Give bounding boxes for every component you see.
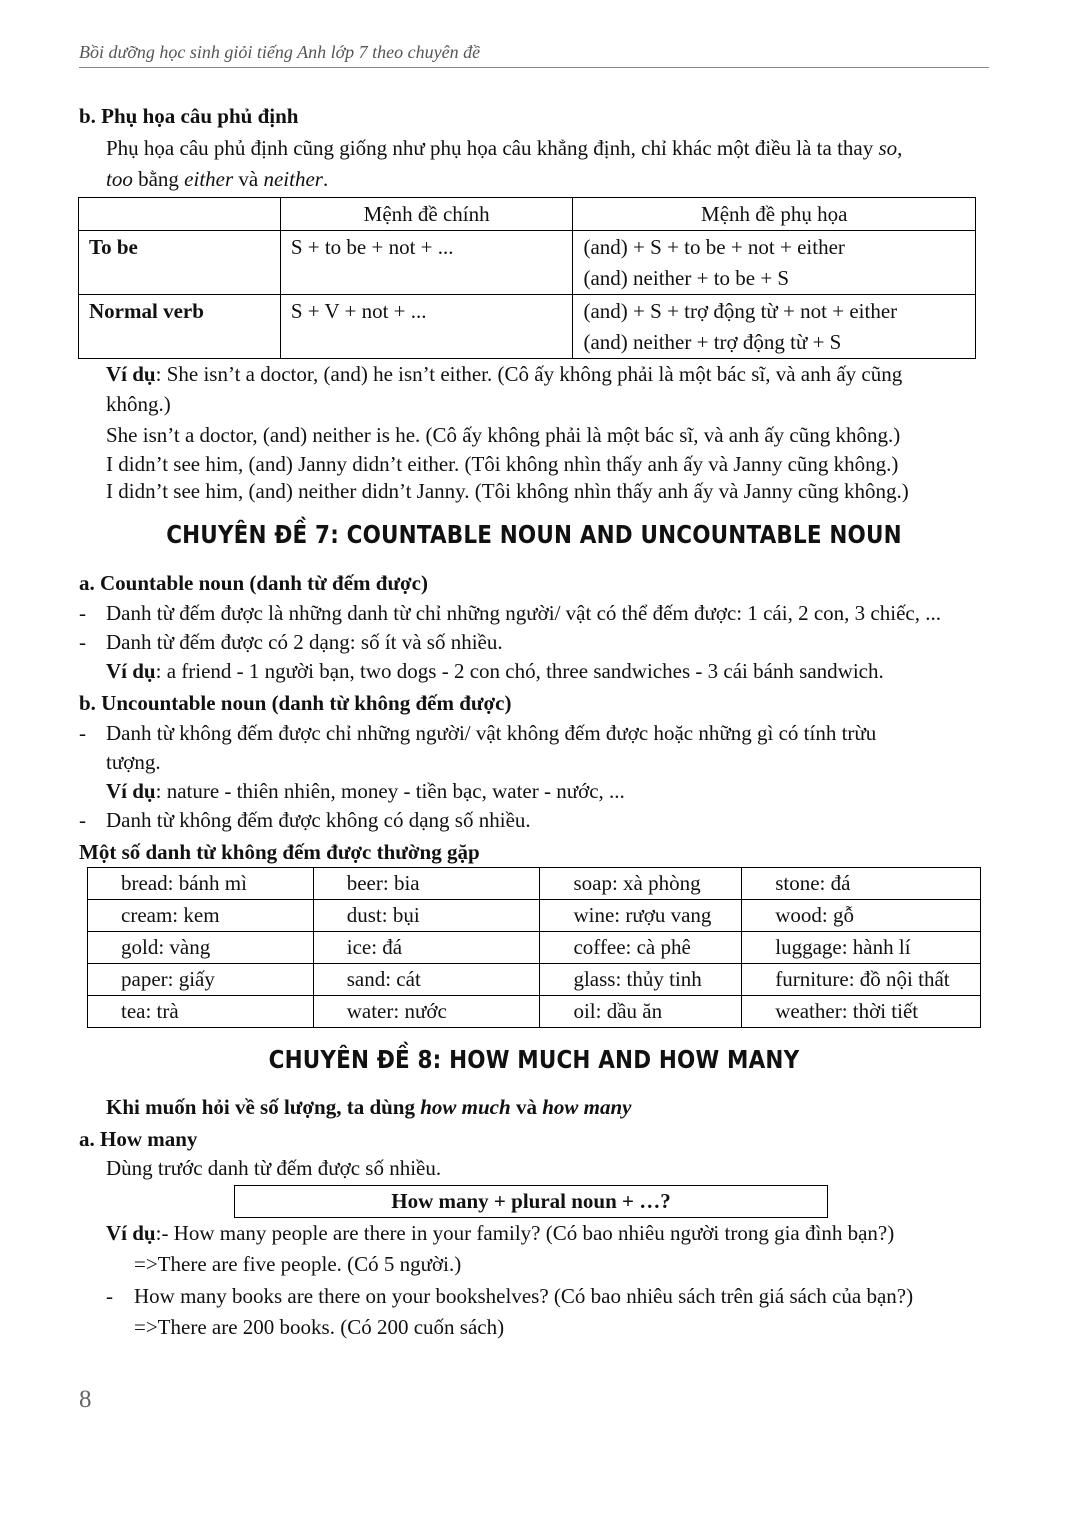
main-clause-cell: S + to be + not + ... <box>280 231 573 295</box>
bullet-text: tượng. <box>106 750 161 774</box>
section-title: b. Phụ họa câu phủ định <box>79 104 299 128</box>
noun-cell: wood: gỗ <box>742 900 981 932</box>
example-line: How many books are there on your bookshelves? (Có bao nhiêu sách trên giá sách của bạn?) <box>134 1284 914 1308</box>
list-title: Một số danh từ không đếm được thường gặp <box>79 840 480 864</box>
bullet-text: Danh từ không đếm được chỉ những người/ vật không đếm được hoặc những gì có tính trừu <box>106 721 877 745</box>
sub-clause-line: (and) neither + trợ động từ + S <box>583 330 842 354</box>
noun-cell: oil: dầu ăn <box>540 996 742 1028</box>
chapter-title: CHUYÊN ĐỀ 7: COUNTABLE NOUN AND UNCOUNTABLE NOUN <box>166 520 902 549</box>
formula-box: How many + plural noun + …? <box>234 1185 828 1218</box>
header-cell <box>79 198 281 231</box>
noun-cell: furniture: đồ nội thất <box>742 964 981 996</box>
noun-cell: bread: bánh mì <box>88 868 314 900</box>
negative-agreement-table <box>78 197 976 359</box>
example-line: Ví dụ: She isn’t a doctor, (and) he isn’t either. (Cô ấy không phải là một bác sĩ, và anh ấy cũng <box>106 362 903 386</box>
example-line: Ví dụ: a friend - 1 người bạn, two dogs - 2 con chó, three sandwiches - 3 cái bánh sandwich. <box>106 659 884 683</box>
example-line: She isn’t a doctor, (and) neither is he. (Cô ấy không phải là một bác sĩ, và anh ấy cũng không.) <box>106 423 901 447</box>
noun-cell: wine: rượu vang <box>540 900 742 932</box>
table-header-row <box>79 198 976 231</box>
table-row <box>88 996 981 1028</box>
header-cell: Mệnh đề phụ họa <box>573 198 976 231</box>
header-rule <box>79 67 989 68</box>
example-line: I didn’t see him, (and) neither didn’t Janny. (Tôi không nhìn thấy anh ấy và Janny cũng không.) <box>106 479 909 503</box>
bullet-dash: - <box>79 601 86 625</box>
example-line: không.) <box>106 392 171 416</box>
bullet-dash: - <box>79 808 86 832</box>
noun-cell: luggage: hành lí <box>742 932 981 964</box>
example-line: Ví dụ:- How many people are there in your family? (Có bao nhiêu người trong gia đình bạn?) <box>106 1221 895 1245</box>
example-line: =>There are 200 books. (Có 200 cuốn sách) <box>134 1315 505 1339</box>
subsection-title: a. How many <box>79 1127 198 1151</box>
sub-clause-line: (and) + S + trợ động từ + not + either <box>583 299 898 323</box>
noun-cell: weather: thời tiết <box>742 996 981 1028</box>
example-line: Ví dụ: nature - thiên nhiên, money - tiền bạc, water - nước, ... <box>106 779 625 803</box>
page-number: 8 <box>79 1386 92 1413</box>
bullet-dash: - <box>79 721 86 745</box>
bullet-dash: - <box>106 1284 113 1308</box>
noun-cell: coffee: cà phê <box>540 932 742 964</box>
noun-cell: ice: đá <box>313 932 540 964</box>
sub-clause-cell <box>573 295 976 359</box>
intro-paragraph-line2: too bằng either và neither. <box>106 167 329 191</box>
noun-cell: sand: cát <box>313 964 540 996</box>
noun-cell: glass: thủy tinh <box>540 964 742 996</box>
sub-clause-cell <box>573 231 976 295</box>
noun-cell: water: nước <box>313 996 540 1028</box>
noun-cell: tea: trà <box>88 996 314 1028</box>
noun-cell: stone: đá <box>742 868 981 900</box>
bullet-text: Danh từ đếm được có 2 dạng: số ít và số nhiều. <box>106 630 503 654</box>
noun-cell: cream: kem <box>88 900 314 932</box>
row-label: To be <box>79 231 281 295</box>
row-label: Normal verb <box>79 295 281 359</box>
header-cell: Mệnh đề chính <box>280 198 573 231</box>
example-line: =>There are five people. (Có 5 người.) <box>134 1252 462 1276</box>
table-row <box>79 231 976 295</box>
uncountable-nouns-table <box>87 867 981 1028</box>
sub-clause-line: (and) neither + to be + S <box>583 266 790 290</box>
chapter-title: CHUYÊN ĐỀ 8: HOW MUCH AND HOW MANY <box>268 1045 800 1074</box>
noun-cell: beer: bia <box>313 868 540 900</box>
subsection-title: b. Uncountable noun (danh từ không đếm được) <box>79 691 512 715</box>
noun-cell: soap: xà phòng <box>540 868 742 900</box>
noun-cell: gold: vàng <box>88 932 314 964</box>
main-clause-cell: S + V + not + ... <box>280 295 573 359</box>
table-row <box>88 964 981 996</box>
example-line: I didn’t see him, (and) Janny didn’t either. (Tôi không nhìn thấy anh ấy và Janny cũng không.) <box>106 452 899 476</box>
noun-cell: dust: bụi <box>313 900 540 932</box>
intro-line: Khi muốn hỏi về số lượng, ta dùng how much và how many <box>106 1095 632 1119</box>
table-row <box>88 900 981 932</box>
sub-clause-line: (and) + S + to be + not + either <box>583 235 845 259</box>
running-header: Bồi dưỡng học sinh giỏi tiếng Anh lớp 7 theo chuyên đề <box>79 42 481 62</box>
bullet-text: Danh từ đếm được là những danh từ chỉ những người/ vật có thể đếm được: 1 cái, 2 con, 3 chiếc, ... <box>106 601 941 625</box>
intro-paragraph-line1: Phụ họa câu phủ định cũng giống như phụ họa câu khẳng định, chỉ khác một điều là ta thay so, <box>106 136 903 160</box>
table-row <box>88 932 981 964</box>
bullet-text: Danh từ không đếm được không có dạng số nhiều. <box>106 808 531 832</box>
noun-cell: paper: giấy <box>88 964 314 996</box>
table-row <box>79 295 976 359</box>
subsection-title: a. Countable noun (danh từ đếm được) <box>79 571 428 595</box>
table-row <box>88 868 981 900</box>
bullet-dash: - <box>79 630 86 654</box>
usage-line: Dùng trước danh từ đếm được số nhiều. <box>106 1156 442 1180</box>
